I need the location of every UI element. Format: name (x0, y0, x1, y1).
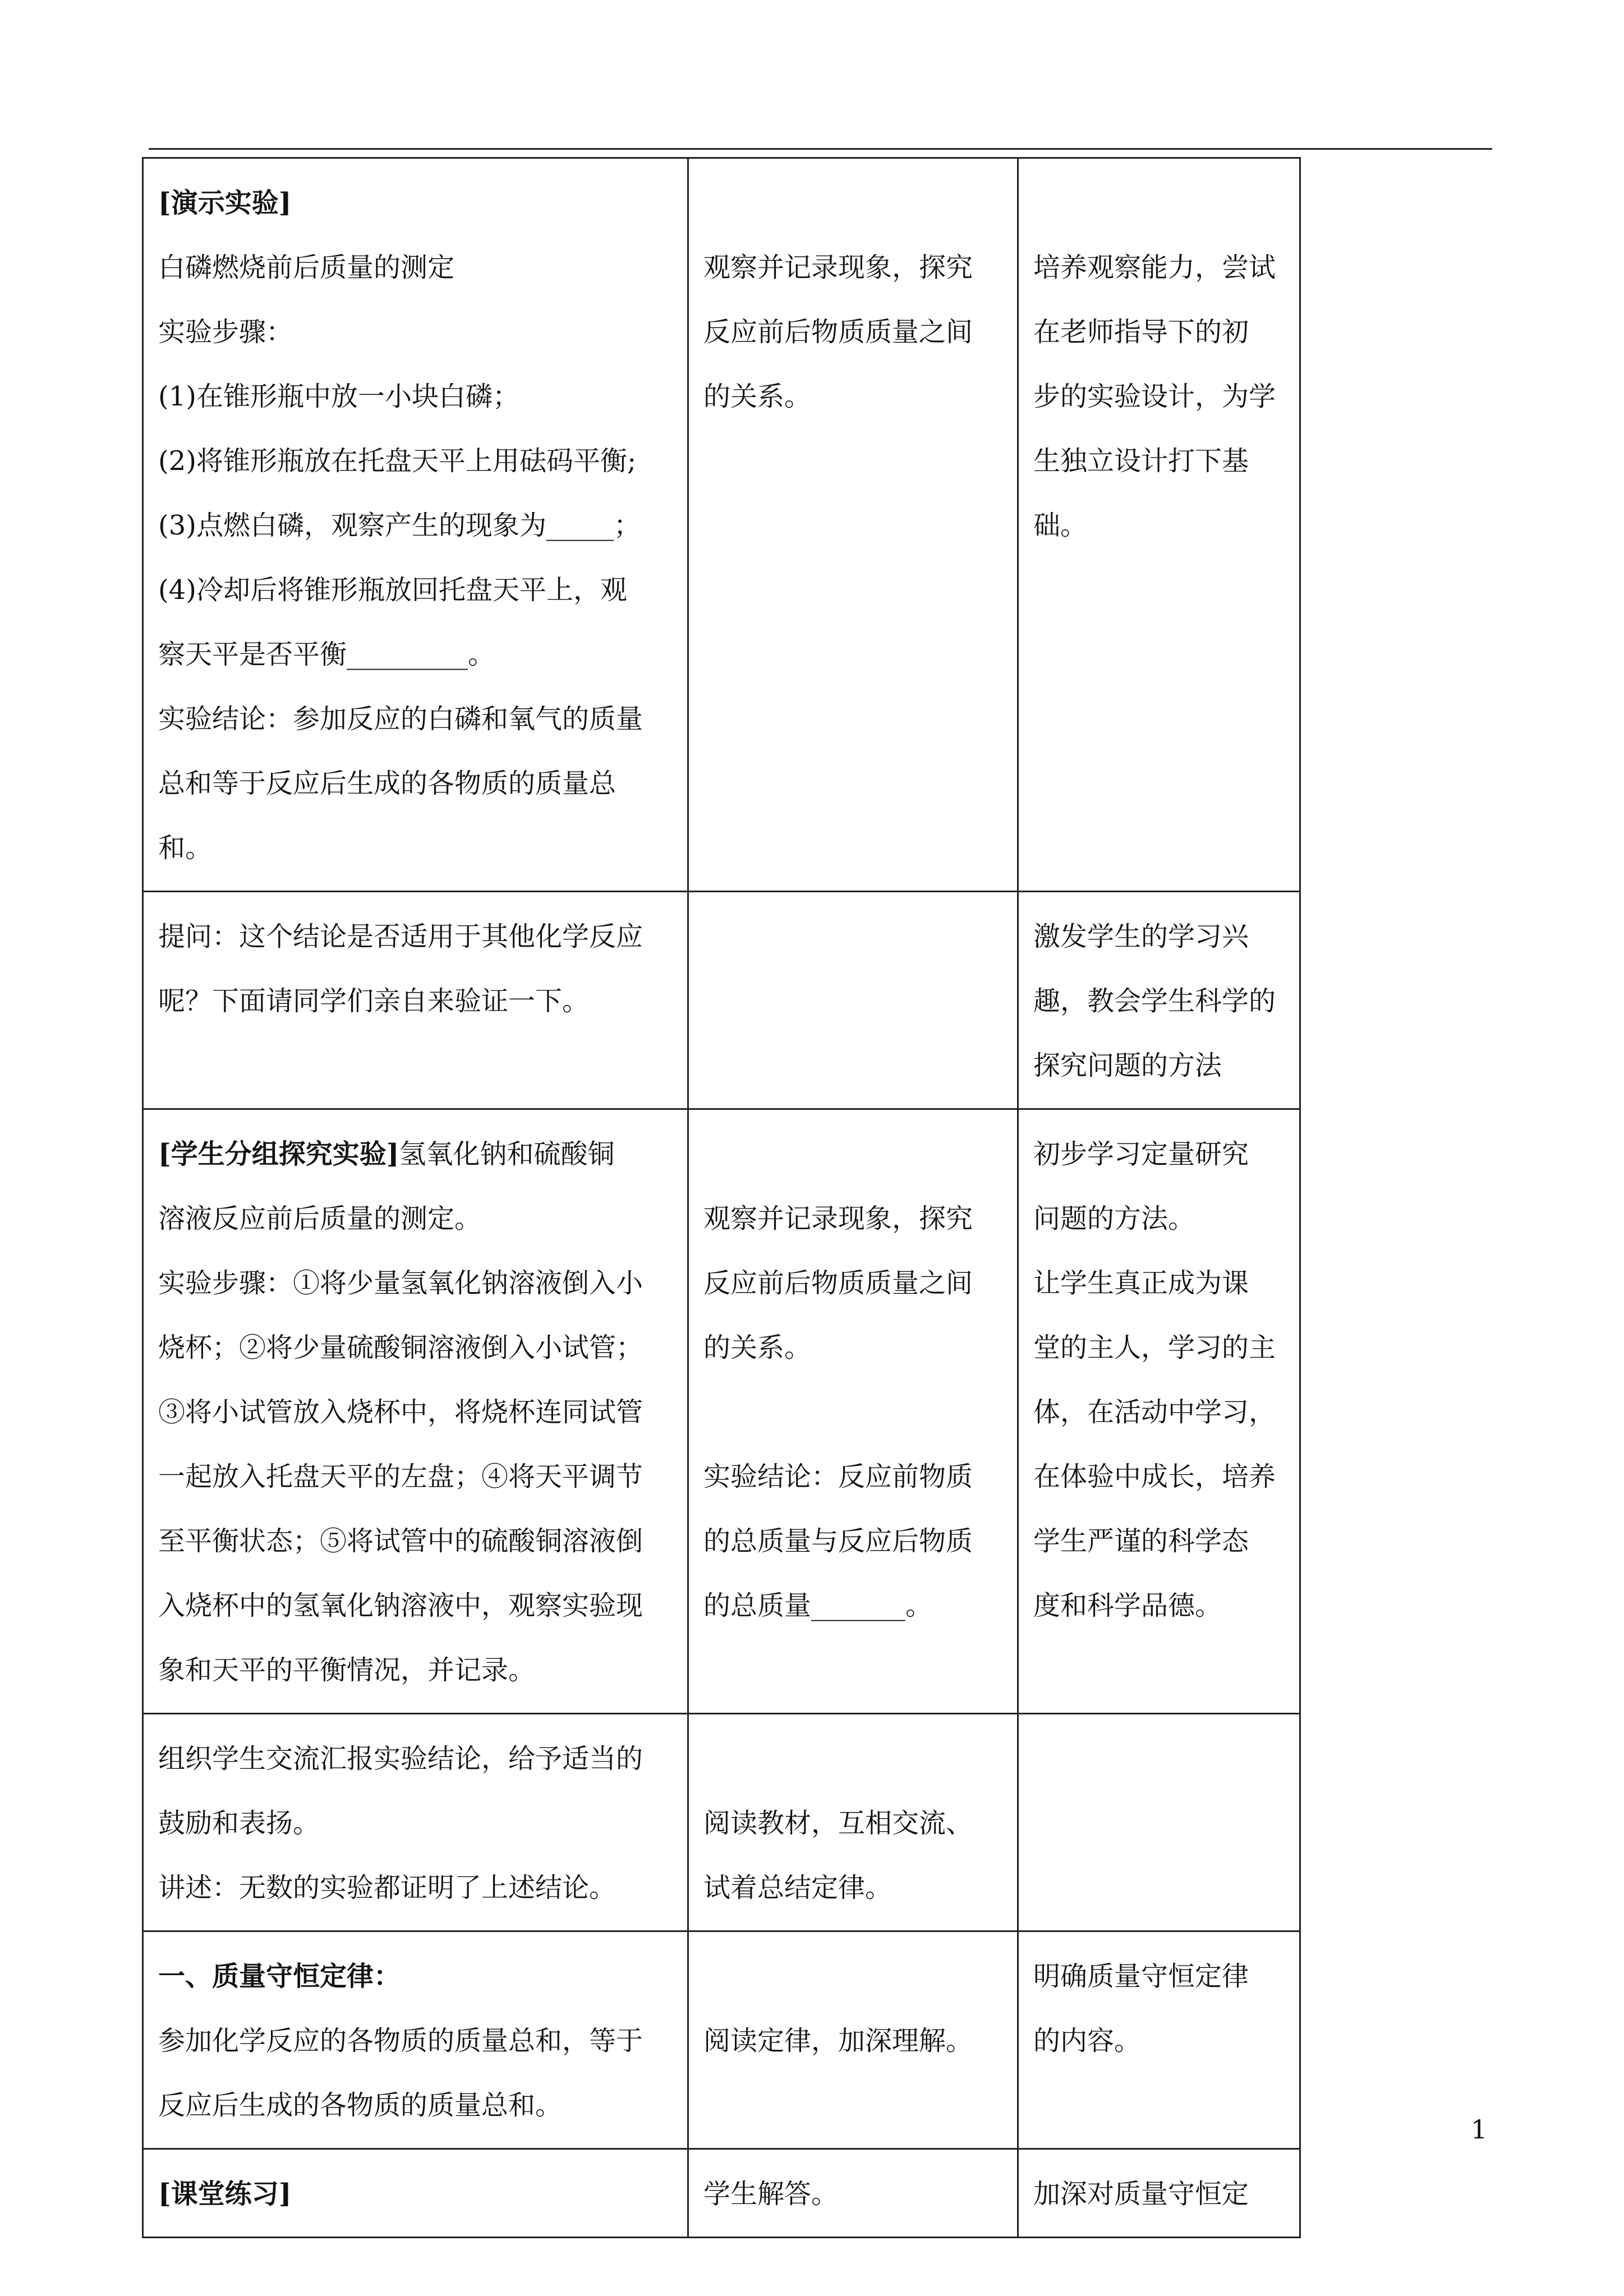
teacher-activity-cell (143, 892, 688, 1109)
text-line: 阅读定律，加深理解。 (703, 2025, 973, 2057)
text-line: 阅读教材，互相交流、 (703, 1808, 973, 1839)
student-activity-cell (688, 1931, 1018, 2149)
table-row (143, 1931, 1300, 2149)
teacher-activity-cell (143, 158, 688, 892)
text-line: (2)将锥形瓶放在托盘天平上用砝码平衡; (158, 445, 637, 477)
student-activity-cell (688, 892, 1018, 1109)
section-heading-line (158, 1122, 674, 1187)
text-line: 讲述：无数的实验都证明了上述结论。 (158, 1872, 617, 1903)
design-intent-cell (1018, 2149, 1300, 2238)
section-heading: [学生分组探究实验] (158, 1138, 399, 1170)
table-row (143, 1109, 1300, 1714)
student-activity-cell (688, 2149, 1018, 2238)
text-line: 鼓励和表扬。 (158, 1808, 320, 1839)
text-line: 生独立设计打下基 (1033, 445, 1249, 477)
text-line: 提问：这个结论是否适用于其他化学反应 (158, 921, 643, 952)
text-line: 加深对质量守恒定 (1033, 2178, 1249, 2210)
teacher-activity-cell (143, 1931, 688, 2149)
text-line: 烧杯；②将少量硫酸铜溶液倒入小试管； (158, 1332, 643, 1363)
text-line: 初步学习定量研究 (1033, 1138, 1249, 1170)
text-line: 学生解答。 (703, 2178, 839, 2210)
design-intent-cell (1018, 1714, 1300, 1931)
text-line: 实验结论：参加反应的白磷和氧气的质量 (158, 703, 643, 735)
text-line: 在老师指导下的初 (1033, 316, 1249, 348)
student-activity-cell (688, 1714, 1018, 1931)
text-line: 培养观察能力，尝试 (1033, 252, 1276, 283)
text-line: 的关系。 (703, 1332, 812, 1363)
text-line: 反应后生成的各物质的质量总和。 (158, 2090, 563, 2121)
text-line: 反应前后物质质量之间 (703, 316, 973, 348)
text-line: 察天平是否平衡_________。 (158, 639, 495, 670)
text-line: 堂的主人，学习的主 (1033, 1332, 1276, 1363)
text-line: 溶液反应前后质量的测定。 (158, 1203, 482, 1234)
text-line: 组织学生交流汇报实验结论，给予适当的 (158, 1743, 643, 1774)
text-line: 础。 (1033, 510, 1088, 541)
design-intent-cell (1018, 158, 1300, 892)
text-line: 实验步骤： (158, 316, 293, 348)
text-line: 明确质量守恒定律 (1033, 1961, 1249, 1992)
text-line: 参加化学反应的各物质的质量总和，等于 (158, 2025, 643, 2057)
text-line: ③将小试管放入烧杯中，将烧杯连同试管 (158, 1396, 643, 1428)
header-rule (149, 148, 1492, 150)
text-line: 实验结论：反应前物质 (703, 1461, 973, 1492)
text-line: 在体验中成长，培养 (1033, 1461, 1276, 1492)
student-activity-cell (688, 1109, 1018, 1714)
table-row (143, 1714, 1300, 1931)
text-line: 的关系。 (703, 381, 812, 412)
text-line: (4)冷却后将锥形瓶放回托盘天平上，观 (158, 574, 627, 606)
text-line: 白磷燃烧前后质量的测定 (158, 252, 455, 283)
text-line: 探究问题的方法 (1033, 1050, 1222, 1081)
text-line: (3)点燃白磷，观察产生的现象为_____； (158, 510, 641, 541)
design-intent-cell (1018, 1931, 1300, 2149)
text-line: 和。 (158, 832, 213, 864)
text-line: 体，在活动中学习， (1033, 1396, 1276, 1428)
text-line: 象和天平的平衡情况，并记录。 (158, 1654, 536, 1686)
text-line: 的总质量_______。 (703, 1590, 933, 1621)
student-activity-cell (688, 158, 1018, 892)
text-line: 至平衡状态；⑤将试管中的硫酸铜溶液倒 (158, 1525, 643, 1557)
section-heading: [课堂练习] (158, 2178, 292, 2210)
text-line: 实验步骤：①将少量氢氧化钠溶液倒入小 (158, 1267, 643, 1299)
section-heading: [演示实验] (158, 187, 292, 219)
text-line: 观察并记录现象，探究 (703, 1203, 973, 1234)
design-intent-cell (1018, 892, 1300, 1109)
lesson-plan-table (142, 157, 1301, 2238)
text-line: 一起放入托盘天平的左盘；④将天平调节 (158, 1461, 643, 1492)
text-line: 激发学生的学习兴 (1033, 921, 1249, 952)
page-number: 1 (1471, 2114, 1488, 2145)
design-intent-cell (1018, 1109, 1300, 1714)
text-line: 反应前后物质质量之间 (703, 1267, 973, 1299)
text-line: 观察并记录现象，探究 (703, 252, 973, 283)
teacher-activity-cell (143, 2149, 688, 2238)
text-line: 学生严谨的科学态 (1033, 1525, 1249, 1557)
section-heading-rest: 氢氧化钠和硫酸铜 (399, 1138, 615, 1170)
text-line: 的内容。 (1033, 2025, 1142, 2057)
text-line: 趣，教会学生科学的 (1033, 985, 1276, 1017)
text-line: 让学生真正成为课 (1033, 1267, 1249, 1299)
section-heading: 一、质量守恒定律： (158, 1961, 401, 1992)
text-line: 试着总结定律。 (703, 1872, 892, 1903)
text-line: 步的实验设计，为学 (1033, 381, 1276, 412)
table-row (143, 892, 1300, 1109)
text-line: 的总质量与反应后物质 (703, 1525, 973, 1557)
text-line: (1)在锥形瓶中放一小块白磷； (158, 381, 519, 412)
table-row (143, 158, 1300, 892)
teacher-activity-cell (143, 1714, 688, 1931)
table-row (143, 2149, 1300, 2238)
text-line: 呢？下面请同学们亲自来验证一下。 (158, 985, 590, 1017)
text-line: 问题的方法。 (1033, 1203, 1195, 1234)
text-line: 度和科学品德。 (1033, 1590, 1222, 1621)
text-line: 总和等于反应后生成的各物质的质量总 (158, 768, 617, 799)
teacher-activity-cell (143, 1109, 688, 1714)
text-line: 入烧杯中的氢氧化钠溶液中，观察实验现 (158, 1590, 643, 1621)
